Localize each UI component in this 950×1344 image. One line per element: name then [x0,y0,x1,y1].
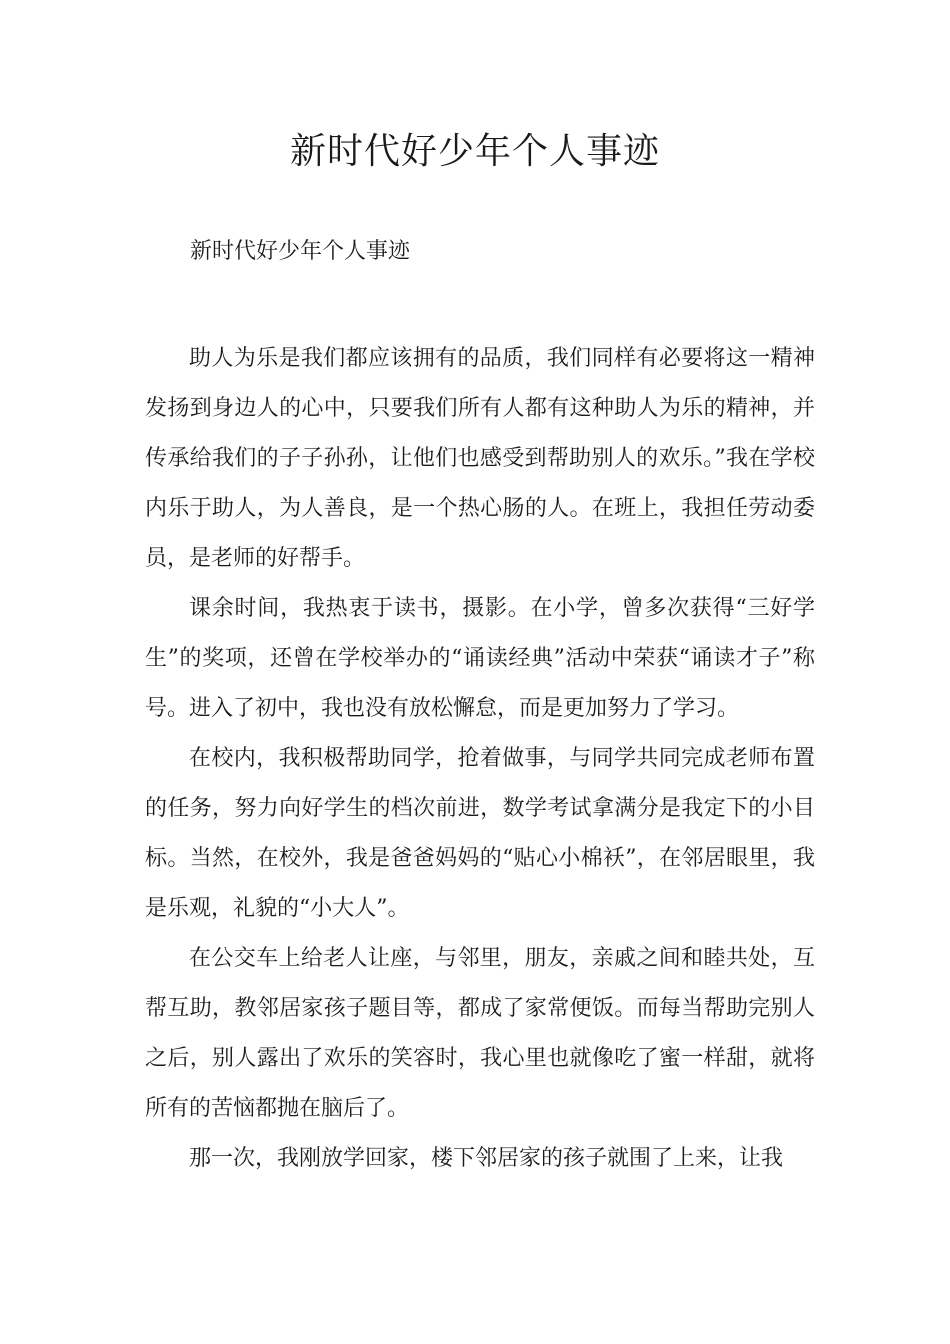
document-title: 新时代好少年个人事迹 [289,131,660,172]
paragraph: 那一次，我刚放学回家，楼下邻居家的孩子就围了上来，让我 [189,1146,784,1171]
paragraph: 课余时间，我热衷于读书，摄影。在小学，曾多次获得“三好学生”的奖项，还曾在学校举办的“诵读经典”活动中荣获“诵读才子”称号。进入了初中，我也没有放松懈怠，而是更加努力了学习。 [145,596,815,721]
paragraph: 助人为乐是我们都应该拥有的品质，我们同样有必要将这一精神发扬到身边人的心中，只要我们所有人都有这种助人为乐的精神，并传承给我们的子子孙孙，让他们也感受到帮助别人的欢乐。”我在学校内乐于助人，为人善良，是一个热心肠的人。在班上，我担任劳动委员，是老师的好帮手。 [145,346,815,571]
document-subtitle: 新时代好少年个人事迹 [190,239,411,264]
document-body [145,334,815,1184]
paragraph: 在校内，我积极帮助同学，抢着做事，与同学共同完成老师布置的任务，努力向好学生的档次前进，数学考试拿满分是我定下的小目标。当然，在校外，我是爸爸妈妈的“贴心小棉袄”，在邻居眼里，我是乐观，礼貌的“小大人”。 [145,746,815,921]
paragraph: 在公交车上给老人让座，与邻里，朋友，亲戚之间和睦共处，互帮互助，教邻居家孩子题目等，都成了家常便饭。而每当帮助完别人之后，别人露出了欢乐的笑容时，我心里也就像吃了蜜一样甜，就将所有的苦恼都抛在脑后了。 [145,946,815,1121]
